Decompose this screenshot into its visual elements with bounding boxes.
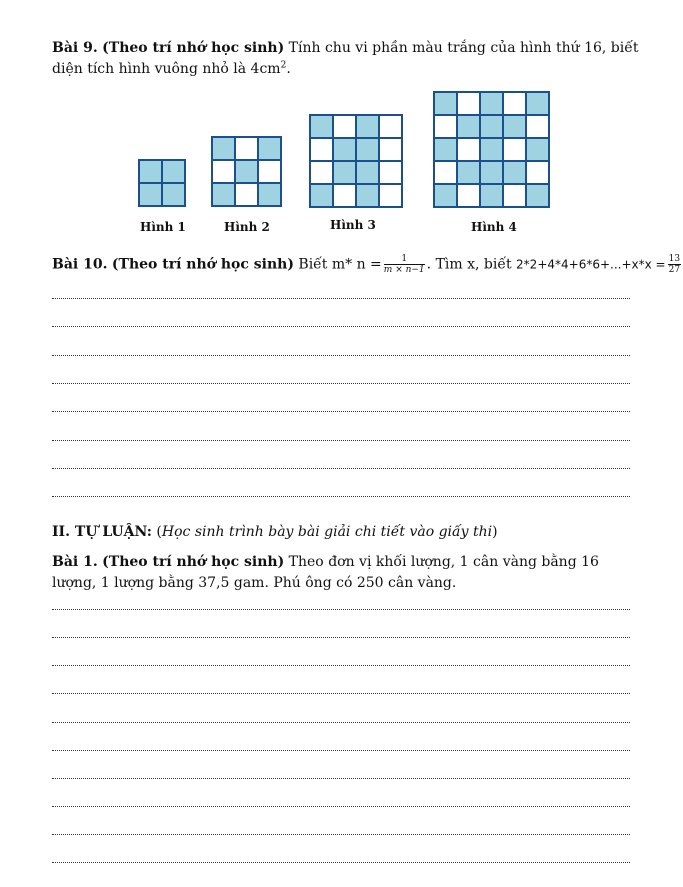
grid-cell [357,162,378,183]
bai10-res-num: 13 [668,254,681,264]
bai10-frac-den: m × n−1 [383,265,425,275]
section-2-open: ( [156,524,162,540]
bai1-paragraph [52,552,644,594]
grid-cell [380,139,401,160]
grid-cell [504,93,525,114]
grid-cell [481,93,502,114]
answer-line[interactable] [52,440,630,441]
grid-cell [504,139,525,160]
grid-cell [259,161,280,182]
figure-4-label: Hình 4 [471,220,517,234]
bai10-label: Bài 10. [52,256,108,273]
grid-cell [458,139,479,160]
figure-3-label: Hình 3 [330,218,376,232]
bai9-superscript: 2 [280,60,287,71]
bai10-fraction [384,254,425,275]
section-2-heading [52,522,498,542]
answer-line[interactable] [52,637,630,638]
grid-cell [527,185,548,206]
grid-cell [380,185,401,206]
grid-cell [435,185,456,206]
figure-1-grid [138,159,186,207]
answer-line[interactable] [52,355,630,356]
grid-cell [259,184,280,205]
figure-2-label: Hình 2 [224,220,270,234]
grid-cell [334,185,355,206]
answer-line[interactable] [52,298,630,299]
grid-cell [259,138,280,159]
answer-line[interactable] [52,326,630,327]
grid-cell [357,116,378,137]
bai10-res-den: 27 [668,265,681,275]
grid-cell [481,139,502,160]
grid-cell [435,162,456,183]
answer-line[interactable] [52,496,630,497]
grid-cell [504,116,525,137]
grid-cell [163,184,184,205]
grid-cell [311,139,332,160]
bai10-expression: 2*2+4*4+6*6+...+x*x = [516,257,666,272]
answer-line[interactable] [52,468,630,469]
bai9-tag: (Theo trí nhớ học sinh) [102,40,285,56]
bai9-paragraph [52,38,644,80]
grid-cell [357,185,378,206]
grid-cell [334,162,355,183]
answer-line[interactable] [52,862,630,863]
grid-cell [334,139,355,160]
section-2-label: II. TỰ LUẬN: [52,524,152,540]
answer-line[interactable] [52,665,630,666]
grid-cell [458,162,479,183]
bai10-paragraph [52,254,683,275]
figure-3-grid [309,114,403,208]
grid-cell [236,161,257,182]
answer-line[interactable] [52,750,630,751]
grid-cell [311,116,332,137]
grid-cell [504,185,525,206]
grid-cell [213,184,234,205]
grid-cell [527,93,548,114]
grid-cell [481,116,502,137]
grid-cell [311,162,332,183]
grid-cell [458,116,479,137]
grid-cell [357,139,378,160]
grid-cell [213,138,234,159]
bai10-mid: . Tìm x, biết [426,256,512,273]
grid-cell [527,116,548,137]
figure-2-grid [211,136,282,207]
bai10-frac-num: 1 [384,254,425,265]
answer-line[interactable] [52,834,630,835]
grid-cell [458,185,479,206]
bai10-result-fraction [668,254,681,275]
bai1-text: Theo đơn vị khối lượng, 1 cân vàng bằng 16 lượng, 1 lượng bằng 37,5 gam. Phú ông có 250 cân vàng. [52,554,599,591]
answer-line[interactable] [52,411,630,412]
grid-cell [380,162,401,183]
grid-cell [311,185,332,206]
grid-cell [435,93,456,114]
bai9-text: Tính chu vi phần màu trắng của hình thứ 16, biết diện tích hình vuông nhỏ là 4cm [52,40,639,77]
grid-cell [527,162,548,183]
grid-cell [435,139,456,160]
bai10-pre: Biết m* n = [298,256,382,273]
bai9-end: . [286,61,291,77]
answer-line[interactable] [52,806,630,807]
grid-cell [380,116,401,137]
grid-cell [236,138,257,159]
section-2-note: Học sinh trình bày bài giải chi tiết vào giấy thi [161,524,493,540]
grid-cell [504,162,525,183]
bai1-label: Bài 1. [52,554,98,570]
answer-line[interactable] [52,383,630,384]
answer-line[interactable] [52,693,630,694]
section-2-close: ) [492,524,498,540]
grid-cell [527,139,548,160]
bai9-label: Bài 9. [52,40,98,56]
figure-1-label: Hình 1 [140,220,186,234]
bai1-tag: (Theo trí nhớ học sinh) [102,554,285,570]
grid-cell [213,161,234,182]
grid-cell [140,161,161,182]
grid-cell [435,116,456,137]
grid-cell [481,162,502,183]
grid-cell [481,185,502,206]
answer-line[interactable] [52,778,630,779]
grid-cell [334,116,355,137]
grid-cell [458,93,479,114]
grid-cell [163,161,184,182]
answer-line[interactable] [52,722,630,723]
figure-4-grid [433,91,550,208]
bai10-tag: (Theo trí nhớ học sinh) [111,256,294,273]
grid-cell [140,184,161,205]
grid-cell [236,184,257,205]
answer-line[interactable] [52,609,630,610]
